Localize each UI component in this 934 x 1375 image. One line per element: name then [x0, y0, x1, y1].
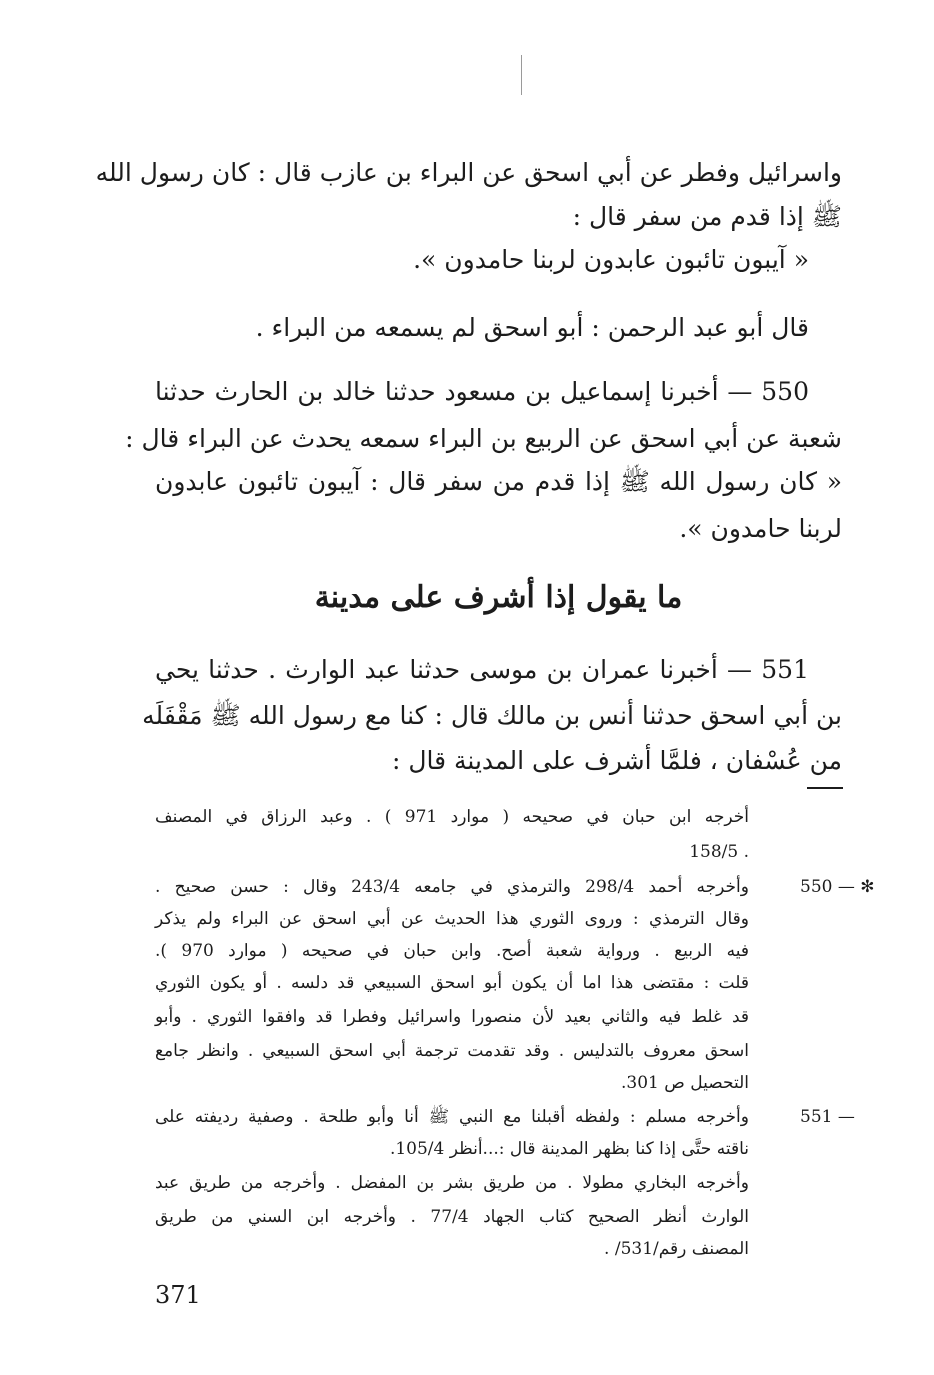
scan-mark: [521, 55, 522, 95]
footnote-line: المصنف رقم/531/ .: [604, 1239, 749, 1259]
hadith-line: 551 — أخبرنا عمران بن موسى حدثنا عبد الوارث . حدثنا يحي: [155, 655, 809, 684]
body-line: لربنا حامدون ».: [679, 514, 842, 543]
footnote-line: وأخرجه البخاري مطولا . من طريق بشر بن المفضل . وأخرجه من طريق عبد: [155, 1173, 749, 1193]
footnote-line: الوارث أنظر الصحيح كتاب الجهاد 77/4 . وأخرجه ابن السني من طريق: [155, 1207, 749, 1227]
footnote-line: . 158/5: [689, 842, 749, 862]
page-number: 371: [155, 1281, 201, 1309]
footnote-line: فيه الربيع . ورواية شعبة أصح. وابن حبان في صحيحه ( موارد 970 ).: [155, 941, 749, 961]
body-line: قال أبو عبد الرحمن : أبو اسحق لم يسمعه من البراء .: [255, 313, 809, 342]
body-line: « آيبون تائبون عابدون لربنا حامدون ».: [413, 245, 809, 274]
footnote-number: 550 — ✻: [800, 877, 875, 897]
section-heading: ما يقول إذا أشرف على مدينة: [314, 580, 683, 615]
body-line: « كان رسول الله ﷺ إذا قدم من سفر قال : آيبون تائبون عابدون: [155, 467, 842, 496]
footnote-line: وأخرجه مسلم : ولفظه أقبلنا مع النبي ﷺ أنا وأبو طلحة . وصفية رديفته على: [155, 1107, 749, 1127]
body-line: واسرائيل وفطر عن أبي اسحق عن البراء بن عازب قال : كان رسول الله: [95, 158, 842, 187]
footnote-number: 551 —: [800, 1107, 855, 1127]
footnote-separator: [807, 787, 843, 789]
footnote-line: أخرجه ابن حبان في صحيحه ( موارد 971 ) . وعبد الرزاق في المصنف: [155, 807, 749, 827]
footnote-line: ناقته حتَّى إذا كنا بظهر المدينة قال :...أنظر 105/4.: [389, 1139, 749, 1159]
footnote-line: قلت : مقتضى هذا اما أن يكون أبو اسحق السبيعي قد دلسه . أو يكون الثوري: [155, 973, 749, 993]
hadith-line: من عُسْفان ، فلمَّا أشرف على المدينة قال :: [391, 746, 842, 775]
body-line: 550 — أخبرنا إسماعيل بن مسعود حدثنا خالد بن الحارث حدثنا: [155, 377, 809, 406]
footnote-line: وقال الترمذي : وروى الثوري هذا الحديث عن أبي اسحق عن البراء ولم يذكر: [155, 909, 749, 929]
body-line: شعبة عن أبي اسحق عن الربيع بن البراء سمعه يحدث عن البراء قال :: [125, 424, 842, 453]
footnote-line: قد غلط فيه والثاني بعيد لأن منصورا واسرائيل وفطرا قد وافقوا الثوري . وأبو: [155, 1007, 749, 1027]
footnote-line: وأخرجه أحمد 298/4 والترمذي في جامعه 243/4 وقال : حسن صحيح .: [155, 877, 749, 897]
body-line: ﷺ إذا قدم من سفر قال :: [572, 202, 842, 231]
hadith-line: بن أبي اسحق حدثنا أنس بن مالك قال : كنا مع رسول الله ﷺ مَقْفَلَه: [142, 701, 842, 730]
footnote-line: التحصيل ص 301.: [621, 1073, 749, 1093]
footnote-line: اسحق معروف بالتدليس . وقد تقدمت ترجمة أبي اسحق السبيعي . وانظر جامع: [155, 1041, 749, 1061]
